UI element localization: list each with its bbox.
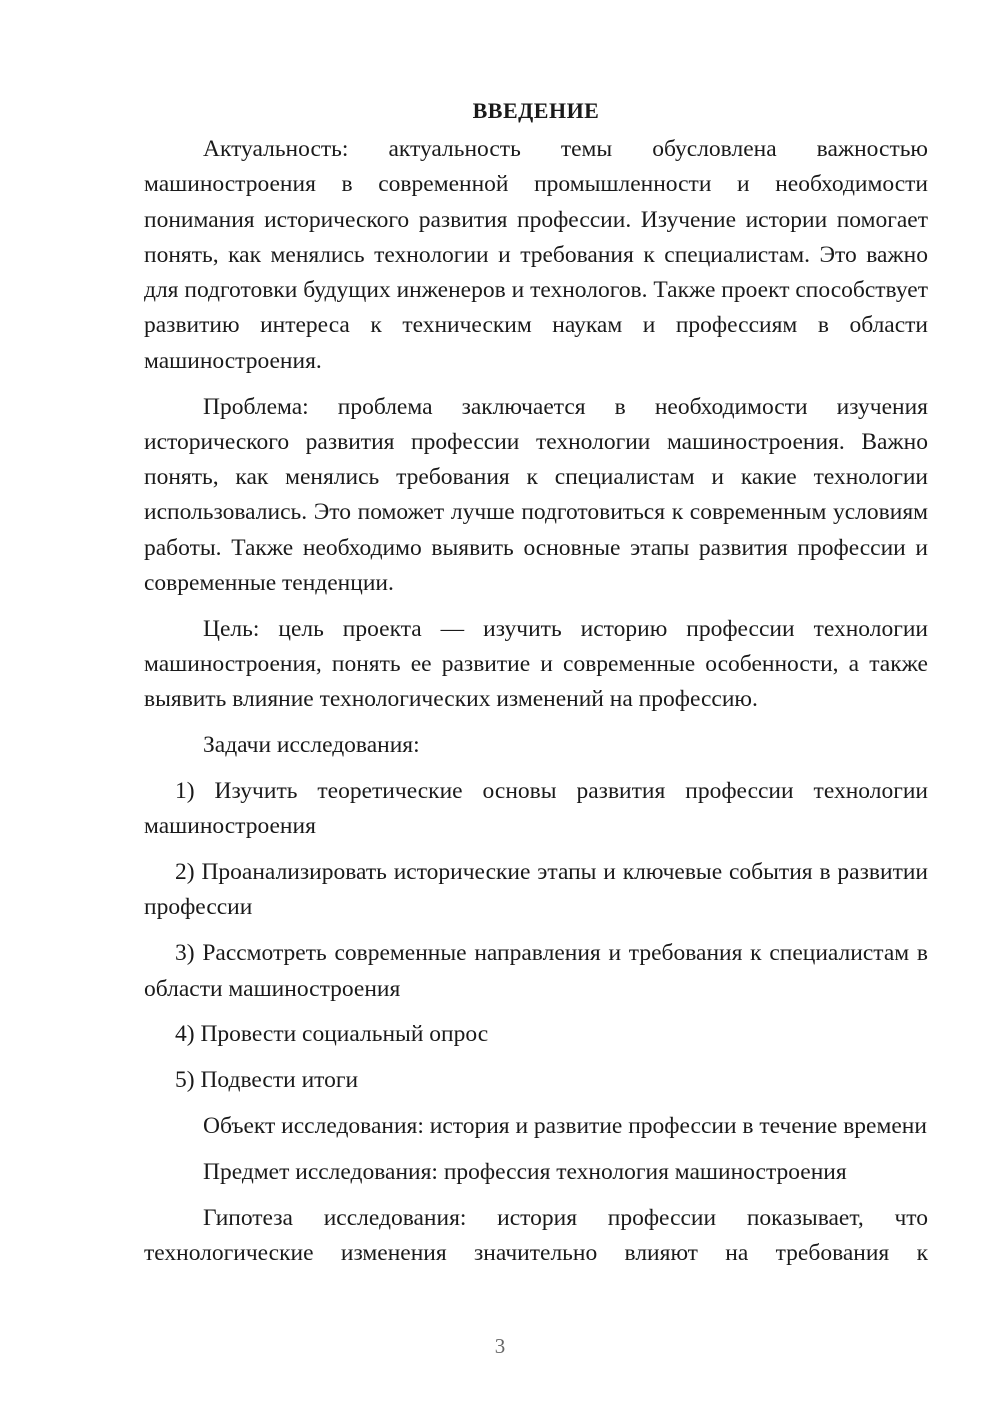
paragraph-problem: Проблема: проблема заключается в необходимости изучения исторического развития профессии технологии машиностроения. Важно понять, как менялись требования к специалистам и какие технологии использовались. Это поможет лучше подготовиться к современным условиям работы. Также необходимо выявить основные этапы развития профессии и современные тенденции. — [144, 393, 928, 597]
page-content — [144, 98, 928, 1271]
paragraph-object: Объект исследования: история и развитие профессии в течение времени — [203, 1112, 927, 1139]
paragraph-hypothesis: Гипотеза исследования: история профессии показывает, что технологические изменения значительно влияют на требования к — [144, 1204, 928, 1266]
task-item-4: 4) Провести социальный опрос — [175, 1021, 489, 1048]
paragraph-subject: Предмет исследования: профессия технология машиностроения — [203, 1158, 847, 1185]
task-item-2: 2) Проанализировать исторические этапы и ключевые события в развитии профессии — [144, 859, 928, 921]
paragraph-relevance: Актуальность: актуальность темы обусловлена важностью машиностроения в современной промышленности и необходимости понимания исторического развития профессии. Изучение истории помогает понять, как менялись технологии и требования к специалистам. Это важно для подготовки будущих инженеров и технологов. Также проект способствует развитию интереса к техническим наукам и профессиям в области машиностроения. — [144, 136, 928, 374]
tasks-heading: Задачи исследования: — [203, 732, 420, 759]
task-item-5: 5) Подвести итоги — [175, 1067, 359, 1094]
task-item-3: 3) Рассмотреть современные направления и требования к специалистам в области машиностроения — [144, 940, 928, 1002]
paragraph-goal: Цель: цель проекта — изучить историю профессии технологии машиностроения, понять ее развитие и современные особенности, а также выявить влияние технологических изменений на профессию. — [144, 615, 928, 713]
section-title: ВВЕДЕНИЕ — [472, 98, 600, 123]
page-number: 3 — [494, 1334, 506, 1358]
task-item-1: 1) Изучить теоретические основы развития профессии технологии машиностроения — [144, 778, 928, 840]
